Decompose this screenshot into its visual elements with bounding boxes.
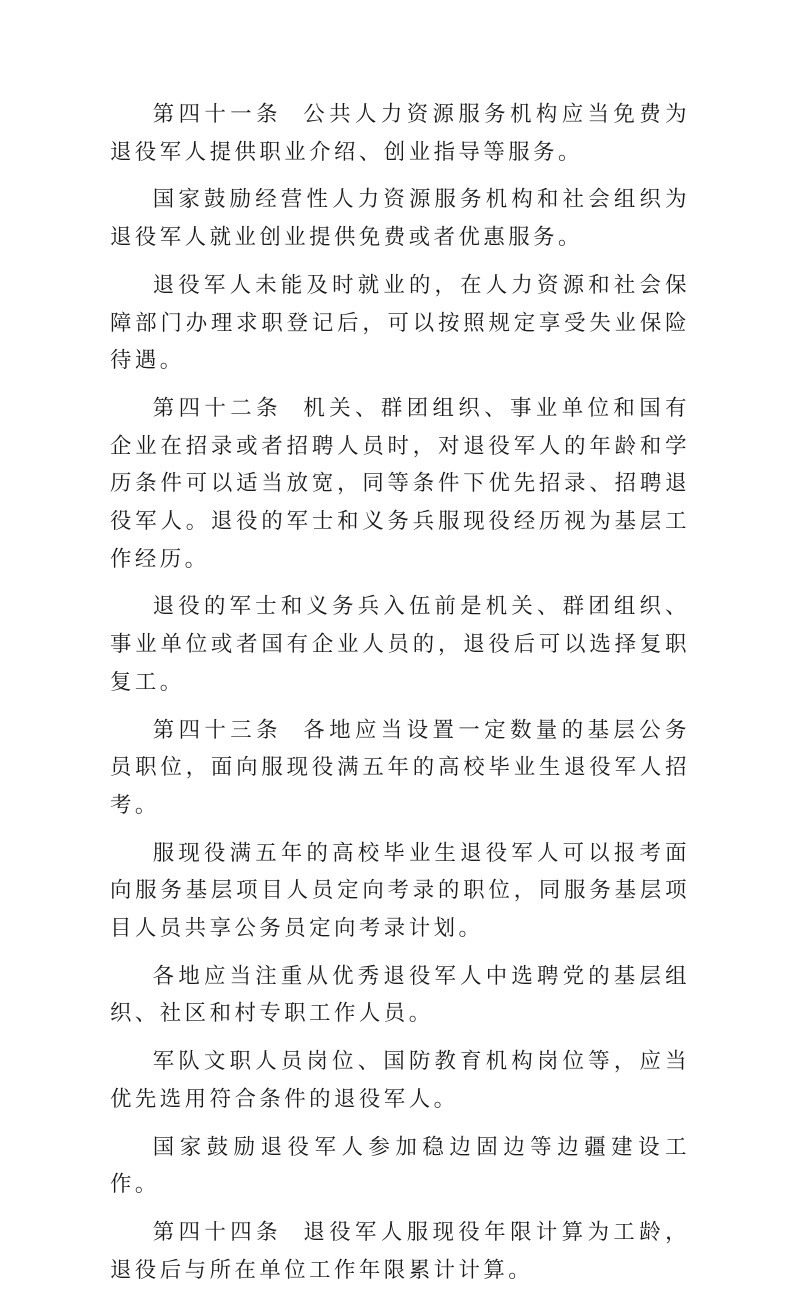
paragraph-text: 服现役满五年的高校毕业生退役军人可以报考面向服务基层项目人员定向考录的职位，同服务基层项目人员共享公务员定向考录计划。 [110,840,690,942]
article-41-clause-3 [110,267,690,380]
article-43-clause-5 [110,1129,690,1204]
paragraph-text: 各地应当设置一定数量的基层公务员职位，面向服现役满五年的高校毕业生退役军人招考。 [110,717,690,818]
article-number: 第四十一条 [152,102,282,127]
paragraph-text: 各地应当注重从优秀退役军人中选聘党的基层组织、社区和村专职工作人员。 [110,963,690,1027]
article-44-paragraph [110,1214,690,1289]
article-number: 第四十四条 [152,1219,282,1245]
paragraph-text: 退役的军士和义务兵入伍前是机关、群团组织、事业单位或者国有企业人员的，退役后可以选择复职复工。 [110,594,690,695]
article-42-paragraph [110,390,690,579]
paragraph-text: 国家鼓励经营性人力资源服务机构和社会组织为退役军人就业创业提供免费或者优惠服务。 [110,187,690,251]
paragraph-text: 军队文职人员岗位、国防教育机构岗位等，应当优先选用符合条件的退役军人。 [110,1049,690,1112]
article-43-clause-4 [110,1043,690,1118]
article-number: 第四十三条 [152,717,282,743]
paragraph-text: 机关、群团组织、事业单位和国有企业在招录或者招聘人员时，对退役军人的年龄和学历条件可以适当放宽，同等条件下优先招录、招聘退役军人。退役的军士和义务兵服现役经历视为基层工作经历。 [110,395,690,572]
paragraph-text: 公共人力资源服务机构应当免费为退役军人提供职业介绍、创业指导等服务。 [110,102,690,165]
article-43-clause-2 [110,835,690,948]
paragraph-text: 退役军人未能及时就业的，在人力资源和社会保障部门办理求职登记后，可以按照规定享受失业保险待遇。 [110,272,690,374]
article-41-clause-2 [110,181,690,256]
article-43-paragraph [110,712,690,825]
article-42-clause-2 [110,588,690,701]
paragraph-text: 退役军人服现役年限计算为工龄，退役后与所在单位工作年限累计计算。 [110,1219,690,1283]
article-number: 第四十二条 [152,395,282,421]
paragraph-text: 国家鼓励退役军人参加稳边固边等边疆建设工作。 [110,1134,690,1198]
article-43-clause-3 [110,958,690,1033]
article-41-paragraph [110,96,690,171]
document-page [110,96,690,1299]
